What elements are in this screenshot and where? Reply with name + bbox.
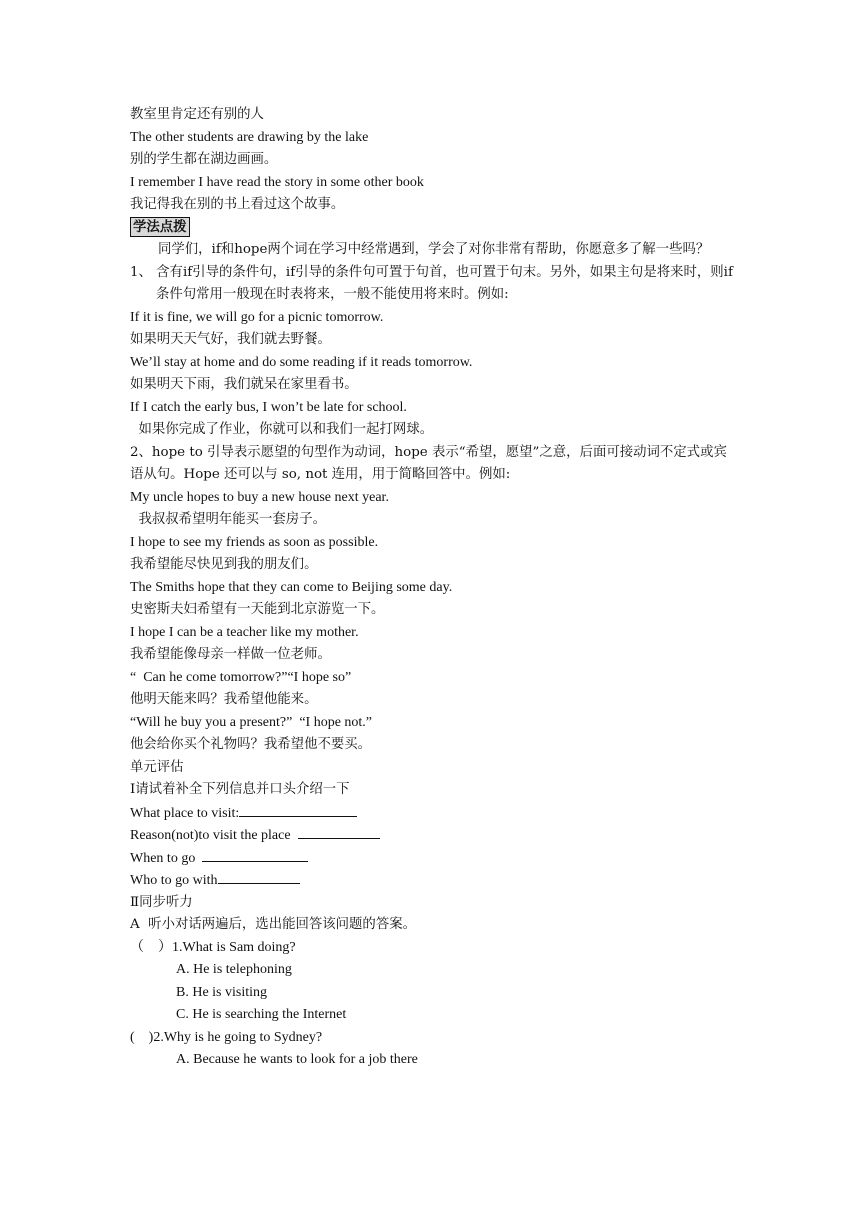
intro-paragraph: 同学们，if和hope两个词在学习中经常遇到，学会了对你非常有帮助，你愿意多了解一些吗？	[158, 242, 710, 257]
fill-item	[130, 869, 740, 892]
fill-item	[130, 824, 740, 847]
example-line: I hope to see my friends as soon as possible.	[130, 534, 379, 550]
part1-title: Ⅰ请试着补全下列信息并口头介绍一下	[130, 782, 350, 797]
fill-item	[130, 847, 740, 870]
example-line: My uncle hopes to buy a new house next year.	[130, 489, 389, 505]
partA-title: A 听小对话两遍后，选出能回答该问题的答案。	[130, 917, 416, 932]
example-line: 史密斯夫妇希望有一天能到北京游览一下。	[130, 602, 385, 617]
example-line: The Smiths hope that they can come to Beijing some day.	[130, 579, 453, 595]
answer-blank[interactable]	[218, 869, 300, 884]
answer-blank[interactable]	[239, 802, 357, 817]
question-1: （ ）1.What is Sam doing?	[130, 939, 296, 955]
example-line: “Will he buy you a present?” “I hope not.”	[130, 714, 373, 730]
fill-label: When to go	[130, 850, 203, 866]
fill-label: Who to go with	[130, 873, 218, 888]
option-a: A. Because he wants to look for a job there	[176, 1052, 418, 1067]
example-line: 他明天能来吗？我希望他能来。	[130, 692, 318, 707]
part2-title: Ⅱ同步听力	[130, 894, 193, 910]
example-line: 如果明天下雨，我们就呆在家里看书。	[130, 377, 358, 392]
fill-label: Reason(not)to visit the place	[130, 828, 298, 843]
intro-line: 我记得我在别的书上看过这个故事。	[130, 197, 345, 212]
answer-blank[interactable]	[298, 824, 380, 839]
option-c: C. He is searching the Internet	[176, 1007, 347, 1022]
answer-blank[interactable]	[202, 847, 308, 862]
point2-text: 2、hope to 引导表示愿望的句型作为动词，hope 表示“希望，愿望”之意，后面可接动词不定式或宾语从句。Hope 还可以与 so, not 连用，用于简略回答中。例如:	[130, 444, 727, 482]
example-line: 我希望能像母亲一样做一位老师。	[130, 647, 331, 662]
example-line: We’ll stay at home and do some reading if it reads tomorrow.	[130, 354, 473, 370]
intro-line: The other students are drawing by the lake	[130, 129, 369, 145]
intro-line: I remember I have read the story in some other book	[130, 174, 424, 190]
point1-text: 1、 含有if引导的条件句，if引导的条件句可置于句首，也可置于句末。另外，如果主句是将来时，则if条件句常用一般现在时表将来，一般不能使用将来时。例如:	[130, 264, 733, 302]
option-a: A. He is telephoning	[176, 962, 292, 977]
example-line: I hope I can be a teacher like my mother.	[130, 624, 359, 640]
option-b: B. He is visiting	[176, 984, 268, 1000]
fill-label: What place to visit:	[130, 805, 240, 821]
example-line: 如果你完成了作业，你就可以和我们一起打网球。	[130, 422, 434, 437]
intro-line: 教室里肯定还有别的人	[130, 107, 264, 122]
question-2: ( )2.Why is he going to Sydney?	[130, 1029, 323, 1045]
section-tag: 学法点拨	[130, 217, 190, 237]
intro-line: 别的学生都在湖边画画。	[130, 152, 278, 167]
fill-item	[130, 802, 740, 825]
example-line: “ Can he come tomorrow?”“I hope so”	[130, 669, 352, 685]
document-page	[130, 104, 740, 1072]
example-line: If it is fine, we will go for a picnic tomorrow.	[130, 309, 384, 325]
example-line: If I catch the early bus, I won’t be late for school.	[130, 399, 407, 415]
example-line: 他会给你买个礼物吗？我希望他不要买。	[130, 737, 372, 752]
example-line: 我叔叔希望明年能买一套房子。	[130, 512, 326, 527]
unit-title: 单元评估	[130, 759, 184, 775]
example-line: 如果明天天气好，我们就去野餐。	[130, 332, 331, 347]
example-line: 我希望能尽快见到我的朋友们。	[130, 557, 318, 572]
